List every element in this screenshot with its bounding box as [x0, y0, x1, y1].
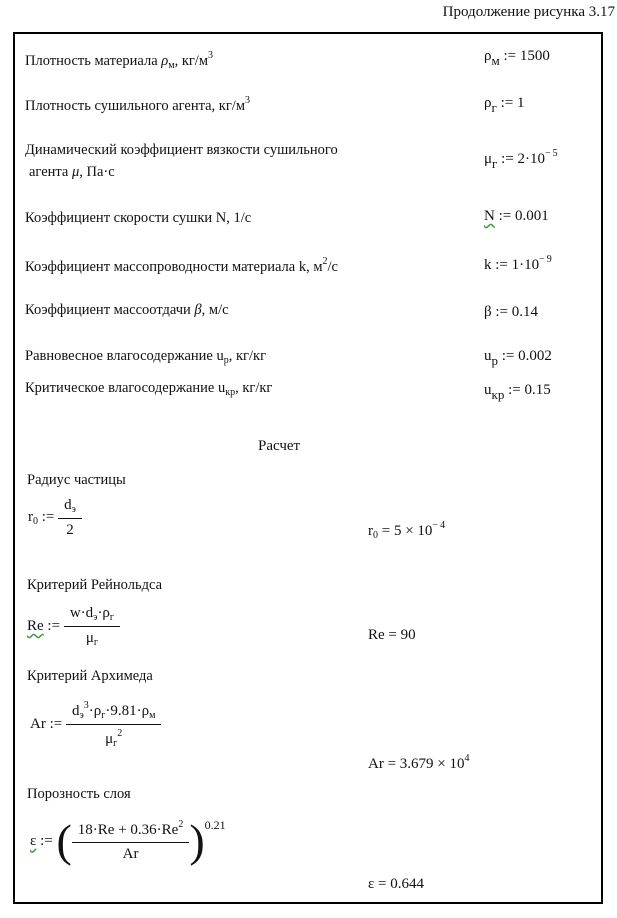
section-title-archimedes: Критерий Архимеда [27, 668, 153, 684]
formula-porosity: ε := ( $\frac{18\cdot Re + 0.36\cdot Re^2}{Ar}$ ) 0.21 [30, 815, 226, 866]
param-label-agent-density: Плотность сушильного агента, $кг/м^3$ [25, 95, 251, 114]
param-label-mass-transfer: Коэффициент массоотдачи β, м/с [25, 302, 229, 318]
result-archimedes: $Ar = 3.679 \times 10^4$ [368, 753, 470, 772]
param-expr-equilibrium-moisture: uр := 0.002 [484, 348, 552, 368]
section-title-reynolds: Критерий Рейнольдса [27, 577, 163, 593]
param-expr-material-density: ρм := 1500 [484, 48, 550, 68]
param-label-critical-moisture: Критическое влагосодержание $u_{кр}$, кг/кг [25, 380, 273, 398]
param-expr-viscosity: μг := $2\cdot 10^{- 5}$ [484, 148, 558, 171]
param-label-equilibrium-moisture: Равновесное влагосодержание $u_р$, кг/кг [25, 348, 267, 366]
formula-archimedes: Ar := $\frac{d_э^3\cdot\rho_г\cdot 9.81\cdot\rho_м}{\mu_г^2}$ [30, 700, 161, 749]
figure-caption: Продолжение рисунка 3.17 [442, 4, 615, 20]
param-label-viscosity-line1: Динамический коэффициент вязкости сушильного [25, 142, 338, 158]
formula-radius: $r_0$ := $\frac{d_э}{2}$ [28, 497, 82, 539]
param-expr-critical-moisture: uкр := 0.15 [484, 382, 551, 402]
param-label-material-density: Плотность материала $\rho_м$, $кг/м^3$ [25, 50, 214, 71]
param-expr-agent-density: ρг := 1 [484, 95, 525, 115]
section-title-radius: Радиус частицы [27, 472, 126, 488]
param-expr-drying-rate: N := 0.001 [484, 208, 549, 224]
param-label-mass-conductivity: Коэффициент массопроводности материала k, $м^2/с$ [25, 256, 338, 275]
param-expr-mass-conductivity: k := $1\cdot 10^{- 9}$ [484, 254, 552, 273]
result-radius: $r_0 = 5 \times 10^{- 4}$ [368, 520, 446, 541]
param-expr-mass-transfer: β := 0.14 [484, 304, 539, 320]
result-reynolds: Re = 90 [368, 627, 416, 643]
result-porosity: ε = 0.644 [368, 876, 425, 892]
formula-reynolds: Re := $\frac{w\cdot d_э\cdot\rho_г}{\mu_г}$ [27, 605, 120, 648]
section-title-porosity: Порозность слоя [27, 786, 131, 802]
calc-heading: Расчет [258, 438, 301, 454]
param-label-drying-rate: Коэффициент скорости сушки N, 1/с [25, 210, 252, 226]
param-label-viscosity-line2: агента μ, Па·с [29, 164, 115, 180]
